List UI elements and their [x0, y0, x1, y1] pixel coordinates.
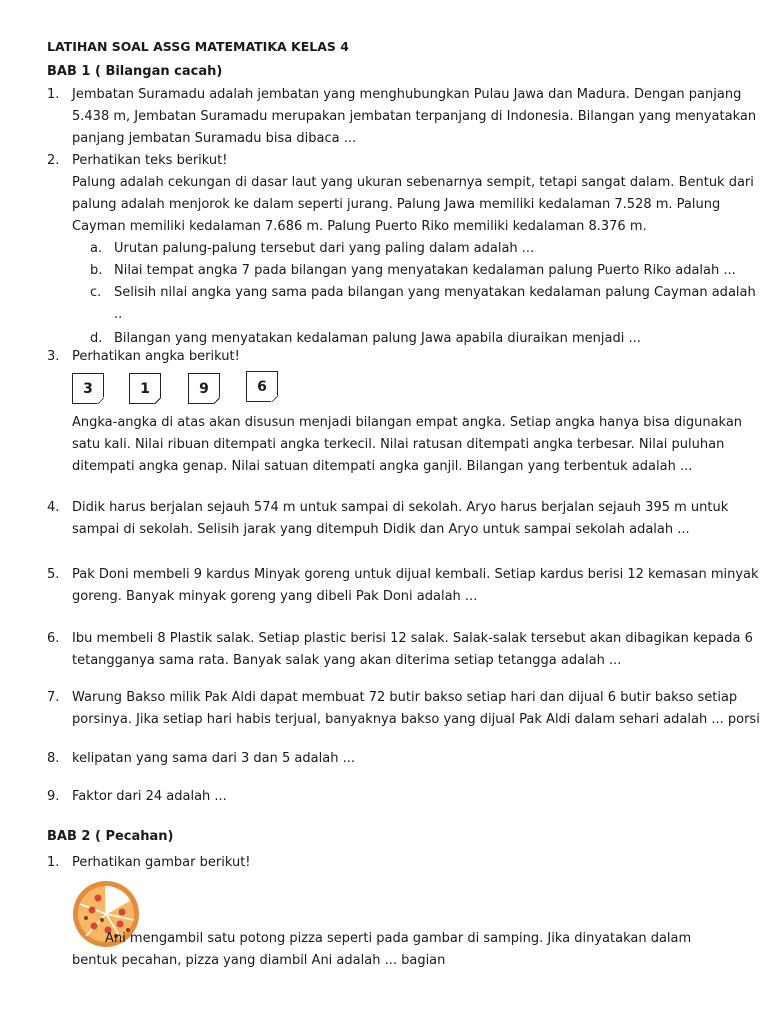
question-text-line: Perhatikan teks berikut!	[72, 153, 228, 168]
question-number: 5.	[47, 567, 60, 582]
question-9	[47, 786, 732, 808]
bab2-question-1-text	[72, 928, 732, 972]
question-text-line: porsinya. Jika setiap hari habis terjual, banyaknya bakso yang dijual Pak Aldi dalam sehari adalah ... porsi	[72, 712, 760, 727]
sub-question-b	[90, 260, 736, 282]
question-7	[47, 687, 760, 731]
question-text-line: Ani mengambil satu potong pizza seperti pada gambar di samping. Jika dinyatakan dalam	[72, 931, 692, 946]
question-number: 2.	[47, 153, 60, 168]
question-number: 3.	[47, 349, 60, 364]
digit-card: 3	[72, 373, 104, 404]
question-text-line: kelipatan yang sama dari 3 dan 5 adalah ...	[72, 751, 355, 766]
question-number: 8.	[47, 751, 60, 766]
sub-question-letter: c.	[90, 285, 102, 300]
question-2	[47, 150, 756, 350]
question-text-line: Ibu membeli 8 Plastik salak. Setiap plastic berisi 12 salak. Salak-salak tersebut akan dibagikan kepada 6	[72, 631, 753, 646]
sub-question-a	[90, 238, 732, 260]
question-text-line: Perhatikan angka berikut!	[72, 349, 240, 364]
question-text-line: Faktor dari 24 adalah ...	[72, 789, 227, 804]
question-text-line: Palung adalah cekungan di dasar laut yang ukuran sebenarnya sempit, tetapi sangat dalam. Bentuk dari	[72, 175, 754, 190]
question-text-line: goreng. Banyak minyak goreng yang dibeli Pak Doni adalah ...	[72, 589, 478, 604]
sub-question-text: Bilangan yang menyatakan kedalaman palung Jawa apabila diuraikan menjadi ...	[114, 331, 641, 346]
question-text-line: Cayman memiliki kedalaman 7.686 m. Palung Puerto Riko memiliki kedalaman 8.376 m.	[72, 219, 647, 234]
question-text-line: Pak Doni membeli 9 kardus Minyak goreng untuk dijual kembali. Setiap kardus berisi 12 kemasan minyak	[72, 567, 759, 582]
sub-question-c	[90, 282, 756, 326]
question-text-line: Didik harus berjalan sejauh 574 m untuk sampai di sekolah. Aryo harus berjalan sejauh 395 m untuk	[72, 500, 729, 515]
question-3	[47, 346, 743, 478]
question-text-line: Warung Bakso milik Pak Aldi dapat membuat 72 butir bakso setiap hari dan dijual 6 butir bakso setiap	[72, 690, 738, 705]
question-text-line: Angka-angka di atas akan disusun menjadi bilangan empat angka. Setiap angka hanya bisa digunakan	[72, 415, 743, 430]
question-text-line: satu kali. Nilai ribuan ditempati angka terkecil. Nilai ratusan ditempati angka terbesar. Nilai puluhan	[72, 437, 725, 452]
question-text-line: tetangganya sama rata. Banyak salak yang akan diterima setiap tetangga adalah ...	[72, 653, 622, 668]
question-text-line: sampai di sekolah. Selisih jarak yang ditempuh Didik dan Aryo untuk sampai sekolah adalah ...	[72, 522, 690, 537]
digit-cards	[72, 368, 732, 412]
sub-question-letter: b.	[90, 263, 103, 278]
question-text-line: ditempati angka genap. Nilai satuan ditempati angka ganjil. Bilangan yang terbentuk adalah ...	[72, 459, 693, 474]
question-number: 7.	[47, 690, 60, 705]
question-text-line: Jembatan Suramadu adalah jembatan yang menghubungkan Pulau Jawa dan Madura. Dengan panjang	[72, 87, 742, 102]
bab2-question-1	[47, 852, 732, 874]
question-number: 6.	[47, 631, 60, 646]
sub-question-text: Urutan palung-palung tersebut dari yang paling dalam adalah ...	[114, 241, 535, 256]
question-number: 9.	[47, 789, 60, 804]
sub-question-text: Selisih nilai angka yang sama pada bilangan yang menyatakan kedalaman palung Cayman adalah	[114, 285, 756, 300]
question-number: 4.	[47, 500, 60, 515]
question-number: 1.	[47, 855, 60, 870]
question-4	[47, 497, 732, 541]
digit-card: 9	[188, 373, 220, 404]
digit-card: 1	[129, 373, 161, 404]
sub-question-text: Nilai tempat angka 7 pada bilangan yang menyatakan kedalaman palung Puerto Riko adalah ...	[114, 263, 736, 278]
document-title: LATIHAN SOAL ASSG MATEMATIKA KELAS 4	[47, 39, 349, 54]
sub-question-letter: a.	[90, 241, 103, 256]
sub-question-letter: d.	[90, 331, 103, 346]
question-number: 1.	[47, 87, 60, 102]
question-6	[47, 628, 753, 672]
question-text-line: bentuk pecahan, pizza yang diambil Ani adalah ... bagian	[72, 953, 446, 968]
question-1	[47, 84, 757, 150]
sub-question-text: ..	[114, 307, 123, 322]
question-text-line: Perhatikan gambar berikut!	[72, 855, 251, 870]
section-heading-bab1: BAB 1 ( Bilangan cacah)	[47, 64, 223, 79]
digit-card: 6	[246, 371, 278, 402]
question-8	[47, 748, 732, 770]
question-text-line: panjang jembatan Suramadu bisa dibaca ...	[72, 131, 357, 146]
question-text-line: 5.438 m, Jembatan Suramadu merupakan jembatan terpanjang di Indonesia. Bilangan yang menyatakan	[72, 109, 757, 124]
question-text-line: palung adalah menjorok ke dalam seperti jurang. Palung Jawa memiliki kedalaman 7.528 m. Palung	[72, 197, 721, 212]
question-5	[47, 564, 759, 608]
section-heading-bab2: BAB 2 ( Pecahan)	[47, 829, 174, 844]
